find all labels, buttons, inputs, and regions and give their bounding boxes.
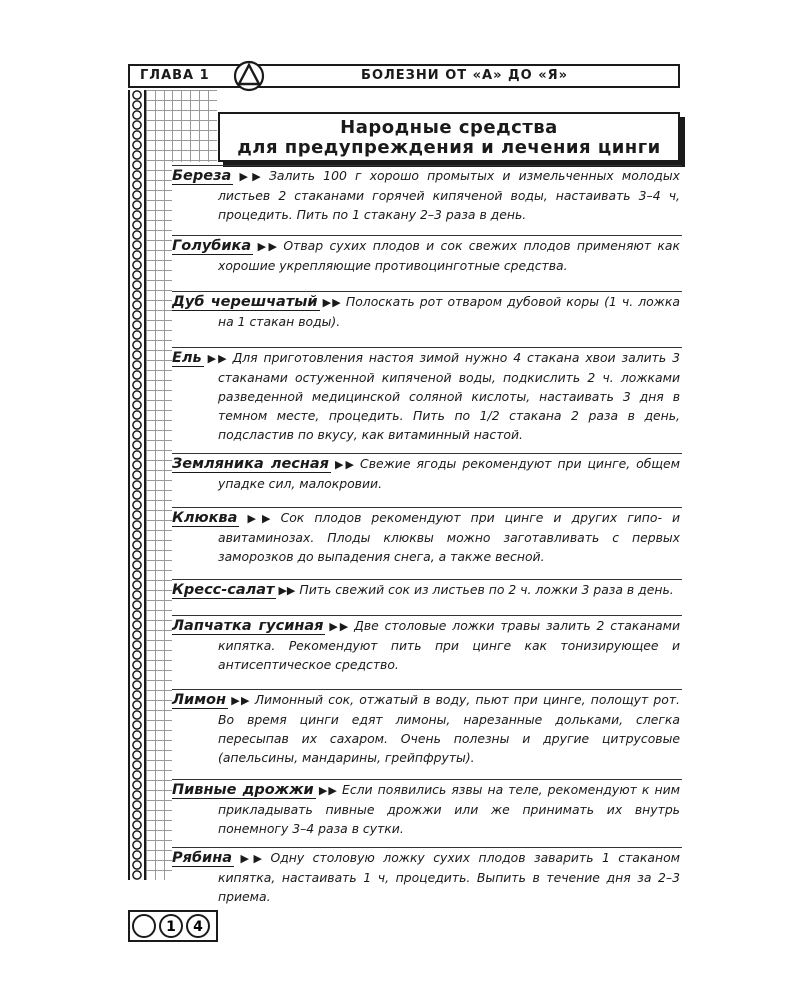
entry-rule: [172, 507, 682, 508]
entry-text: [172, 689, 682, 767]
chapter-header: [128, 64, 680, 88]
remedy-list: [172, 165, 682, 904]
page-circle-empty: [133, 915, 155, 937]
decorative-margin-grid: [146, 90, 172, 880]
double-arrow-icon: ▶▶: [255, 240, 280, 253]
double-arrow-icon: ▶▶: [236, 852, 267, 865]
term-underline: [172, 598, 276, 599]
remedy-entry: [172, 291, 682, 347]
chapter-label: ГЛАВА 1: [140, 68, 210, 83]
triangle-in-circle-icon: [233, 60, 265, 92]
entry-rule: [172, 453, 682, 454]
chapter-title: БОЛЕЗНИ ОТ «А» ДО «Я»: [361, 68, 568, 83]
entry-description: Лимонный сок, отжатый в воду, пьют при цинге, полощут рот. Во время цинги едят лимоны, нарезанные дольками, слегка пересыпав их сахаром. Очень полезны и другие цитрусовые (апельсины, мандарины, грейпфруты).: [218, 692, 680, 765]
entry-term: Клюква: [172, 510, 238, 526]
entry-description: Пить свежий сок из листьев по 2 ч. ложки 3 раза в день.: [299, 582, 674, 597]
entry-term: Пивные дрожжи: [172, 782, 314, 798]
section-title-line-2: для предупреждения и лечения цинги: [237, 137, 661, 158]
section-title-box: [218, 112, 680, 162]
remedy-entry: [172, 165, 682, 235]
entry-description: Для приготовления настоя зимой нужно 4 стакана хвои залить 3 стаканами остуженной кипяченой воды, подкислить 2 ч. ложками разведенной медицинской соляной кислоты, настаивать 3 дня в темном месте, процедить. Пить по 1/2 стакана 2 раза в день, подсластив по вкусу, как витаминный настой.: [218, 350, 680, 442]
entry-description: Отвар сухих плодов и сок свежих плодов применяют как хорошие укрепляющие противоцинготные средства.: [218, 238, 680, 273]
entry-description: Свежие ягоды рекомендуют при цинге, общем упадке сил, малокровии.: [218, 456, 680, 491]
page-number-badge: [128, 910, 218, 942]
double-arrow-icon: ▶▶: [205, 352, 229, 365]
remedy-entry: [172, 689, 682, 779]
page-digit-1: 1: [166, 919, 176, 935]
double-arrow-icon: ▶▶: [332, 458, 357, 471]
remedy-entry: [172, 579, 682, 615]
term-underline: [172, 472, 331, 473]
term-underline: [172, 798, 316, 799]
page-number: [128, 910, 218, 942]
entry-description: Сок плодов рекомендуют при цинге и других гипо- и авитаминозах. Плоды клюквы можно заготавливать с первых заморозков до выпадения снега, а также весной.: [218, 510, 680, 564]
remedy-entry: [172, 235, 682, 291]
term-underline: [172, 634, 325, 635]
term-underline: [172, 866, 234, 867]
entry-text: [172, 579, 682, 600]
term-underline: [172, 184, 233, 185]
entry-text: [172, 507, 682, 566]
term-underline: [172, 254, 253, 255]
entry-term: Рябина: [172, 850, 233, 866]
double-arrow-icon: ▶▶: [327, 620, 351, 633]
entry-text: [172, 453, 682, 493]
entry-text: [172, 779, 682, 838]
section-title-line-1: Народные средства: [340, 117, 558, 138]
entry-term: Земляника лесная: [172, 456, 329, 472]
entry-text: [172, 165, 682, 224]
double-arrow-icon: ▶▶: [235, 170, 265, 183]
entry-rule: [172, 579, 682, 580]
entry-text: [172, 615, 682, 674]
entry-text: [172, 847, 682, 906]
entry-text: [172, 291, 682, 331]
entry-term: Дуб черешчатый: [172, 294, 318, 310]
entry-term: Лимон: [172, 692, 227, 708]
entry-rule: [172, 689, 682, 690]
entry-description: Залить 100 г хорошо промытых и измельченных молодых листьев 2 стаканами горячей кипяченой воды, настаивать 3–4 ч, процедить. Пить по 1 стакану 2–3 раза в день.: [218, 168, 680, 222]
double-arrow-icon: ▶▶: [230, 694, 251, 707]
entry-term: Береза: [172, 168, 232, 184]
remedy-entry: [172, 615, 682, 689]
remedy-entry: [172, 347, 682, 453]
double-arrow-icon: ▶▶: [241, 512, 277, 525]
remedy-entry: [172, 453, 682, 507]
entry-description: Две столовые ложки травы залить 2 стаканами кипятка. Рекомендуют пить при цинге как тонизирующее и антисептическое средство.: [218, 618, 681, 672]
term-underline: [172, 310, 320, 311]
remedy-entry: [172, 779, 682, 847]
entry-rule: [172, 235, 682, 236]
remedy-entry: [172, 847, 682, 904]
page-digit-2: 4: [193, 919, 203, 935]
entry-rule: [172, 847, 682, 848]
decorative-title-grid: [172, 90, 217, 162]
remedy-entry: [172, 507, 682, 579]
entry-rule: [172, 779, 682, 780]
entry-rule: [172, 615, 682, 616]
entry-term: Кресс-салат: [172, 582, 275, 598]
double-arrow-icon: ▶▶: [317, 784, 338, 797]
double-arrow-icon: ▶▶: [278, 584, 296, 597]
double-arrow-icon: ▶▶: [321, 296, 342, 309]
entry-rule: [172, 165, 682, 166]
entry-rule: [172, 291, 682, 292]
entry-term: Ель: [172, 350, 202, 366]
term-underline: [172, 526, 239, 527]
term-underline: [172, 366, 204, 367]
entry-text: [172, 235, 682, 275]
entry-description: Если появились язвы на теле, рекомендуют к ним прикладывать пивные дрожжи или же принимать их внутрь понемногу 3–4 раза в сутки.: [218, 782, 680, 836]
entry-text: [172, 347, 682, 444]
term-underline: [172, 708, 228, 709]
entry-description: Полоскать рот отваром дубовой коры (1 ч. ложка на 1 стакан воды).: [218, 294, 680, 329]
entry-term: Лапчатка гусиная: [172, 618, 324, 634]
entry-term: Голубика: [172, 238, 252, 254]
entry-rule: [172, 347, 682, 348]
entry-description: Одну столовую ложку сухих плодов заварить 1 стаканом кипятка, настаивать 1 ч, процедить. Выпить в течение дня за 2–3 приема.: [218, 850, 681, 904]
decorative-margin-circles: [128, 90, 146, 880]
